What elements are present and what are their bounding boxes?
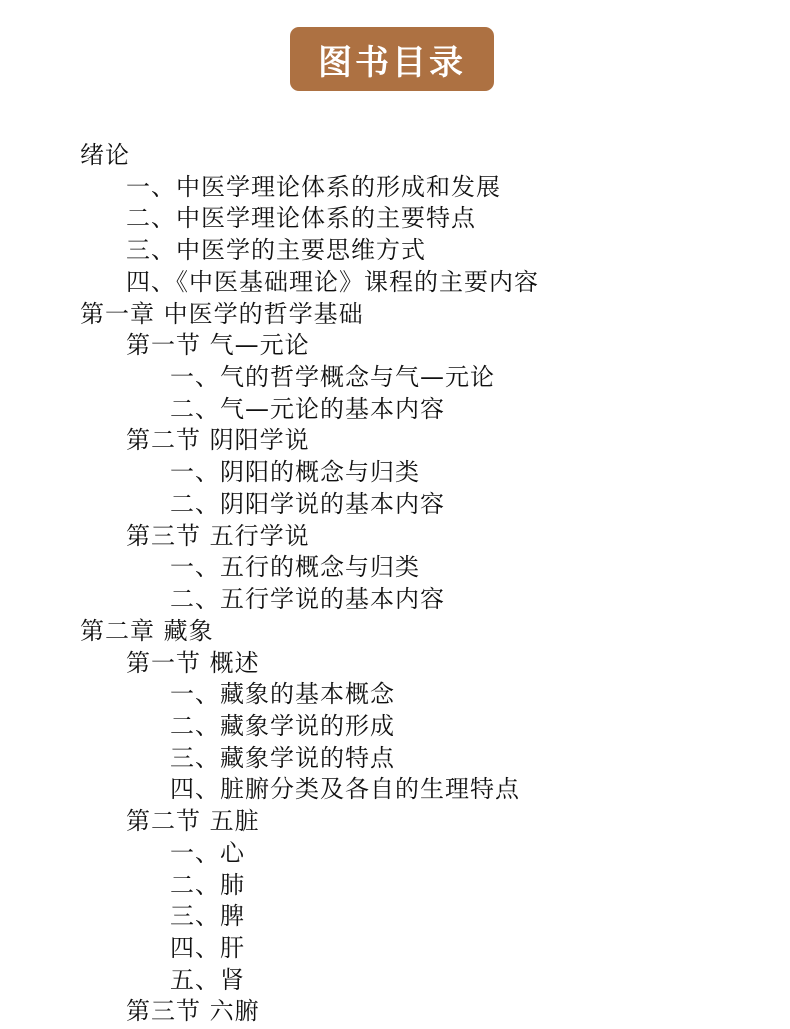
toc-item: 三、藏象学说的特点 bbox=[170, 743, 395, 772]
toc-item: 四、《中医基础理论》课程的主要内容 bbox=[126, 267, 539, 296]
toc-section: 第一节 气—元论 bbox=[126, 331, 310, 360]
toc-item: 一、阴阳的概念与归类 bbox=[170, 458, 420, 487]
toc-item: 三、脾 bbox=[170, 902, 245, 931]
toc-item: 二、藏象学说的形成 bbox=[170, 711, 395, 740]
toc-section: 第一节 概述 bbox=[126, 648, 260, 677]
toc-item: 一、藏象的基本概念 bbox=[170, 680, 395, 709]
toc-chapter-1: 第一章 中医学的哲学基础 bbox=[80, 299, 364, 328]
toc-item: 四、肝 bbox=[170, 933, 245, 962]
toc-chapter-2: 第二章 藏象 bbox=[80, 616, 214, 645]
toc-section: 第三节 五行学说 bbox=[126, 521, 310, 550]
toc-item: 四、脏腑分类及各自的生理特点 bbox=[170, 775, 520, 804]
toc-preface: 绪论 bbox=[80, 141, 130, 169]
toc-item: 一、五行的概念与归类 bbox=[170, 553, 420, 582]
book-contents-title: 图书目录 bbox=[290, 27, 494, 91]
toc-section: 第二节 五脏 bbox=[126, 807, 260, 836]
toc-section: 第二节 阴阳学说 bbox=[126, 426, 310, 455]
toc-item: 二、五行学说的基本内容 bbox=[170, 585, 445, 614]
toc-item: 二、中医学理论体系的主要特点 bbox=[126, 204, 476, 233]
table-of-contents bbox=[80, 140, 760, 1028]
toc-item: 一、心 bbox=[170, 838, 245, 867]
toc-item: 二、阴阳学说的基本内容 bbox=[170, 489, 445, 518]
toc-item: 五、肾 bbox=[170, 965, 245, 994]
toc-item: 二、肺 bbox=[170, 870, 245, 899]
toc-item: 一、气的哲学概念与气—元论 bbox=[170, 363, 495, 392]
toc-item: 三、中医学的主要思维方式 bbox=[126, 236, 426, 265]
toc-section: 第三节 六腑 bbox=[126, 997, 260, 1026]
toc-item: 一、中医学理论体系的形成和发展 bbox=[126, 172, 501, 201]
toc-item: 二、气—元论的基本内容 bbox=[170, 394, 445, 423]
